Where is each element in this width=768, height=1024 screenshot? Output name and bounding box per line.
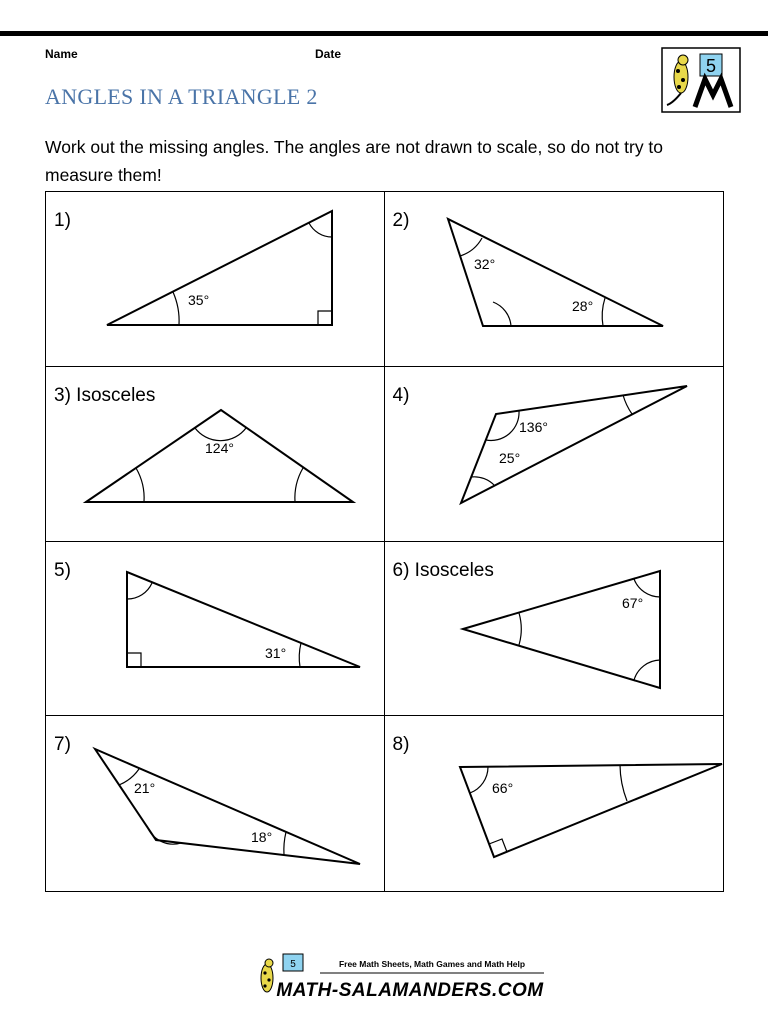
question-label: 5) — [54, 559, 71, 581]
triangle-7 — [46, 716, 384, 891]
question-5 — [46, 542, 385, 717]
triangle-8 — [385, 716, 724, 891]
question-label: 6) Isosceles — [392, 559, 494, 581]
question-label: 1) — [54, 210, 71, 231]
angle-label: 32° — [473, 256, 495, 272]
question-3 — [46, 367, 385, 542]
angle-label: 67° — [621, 594, 643, 611]
angle-label: 136° — [518, 418, 548, 435]
angle-label: 25° — [498, 449, 520, 466]
angle-label: 124° — [205, 439, 234, 456]
top-rule — [0, 31, 768, 36]
question-2 — [385, 192, 724, 367]
question-8 — [385, 716, 724, 891]
question-label: 7) — [54, 734, 71, 756]
date-label: Date — [315, 47, 342, 61]
footer-logo — [250, 953, 550, 1005]
worksheet-title: ANGLES IN A TRIANGLE 2 — [45, 84, 318, 109]
question-label: 4) — [392, 384, 410, 406]
name-label: Name — [45, 47, 78, 61]
question-7 — [46, 716, 385, 891]
triangle-6 — [385, 542, 724, 716]
footer-site: MATH-SALAMANDERS.COM — [276, 980, 544, 1001]
angle-label: 18° — [251, 829, 273, 846]
question-label: 8) — [392, 734, 410, 756]
logo-grade: 5 — [705, 56, 717, 76]
triangle-4 — [385, 367, 724, 541]
angle-label: 28° — [571, 298, 593, 314]
question-4 — [385, 367, 724, 542]
angle-label: 31° — [265, 644, 287, 661]
triangle-2 — [385, 192, 724, 366]
angle-label: 35° — [188, 292, 210, 308]
salamander-logo — [661, 47, 741, 113]
question-6 — [385, 542, 724, 717]
triangle-5 — [46, 542, 384, 716]
angle-label: 21° — [134, 780, 156, 797]
footer-badge: 5 — [290, 959, 296, 970]
angle-label: 66° — [491, 780, 513, 797]
triangle-1 — [46, 192, 384, 366]
question-grid — [45, 191, 724, 892]
triangle-3 — [46, 367, 384, 541]
question-label: 3) Isosceles — [54, 384, 156, 406]
question-label: 2) — [392, 210, 410, 231]
instructions: Work out the missing angles. The angles are not drawn to scale, so do not try to measure them! — [45, 137, 664, 185]
question-1 — [46, 192, 385, 367]
footer-tagline: Free Math Sheets, Math Games and Math Help — [338, 959, 526, 969]
